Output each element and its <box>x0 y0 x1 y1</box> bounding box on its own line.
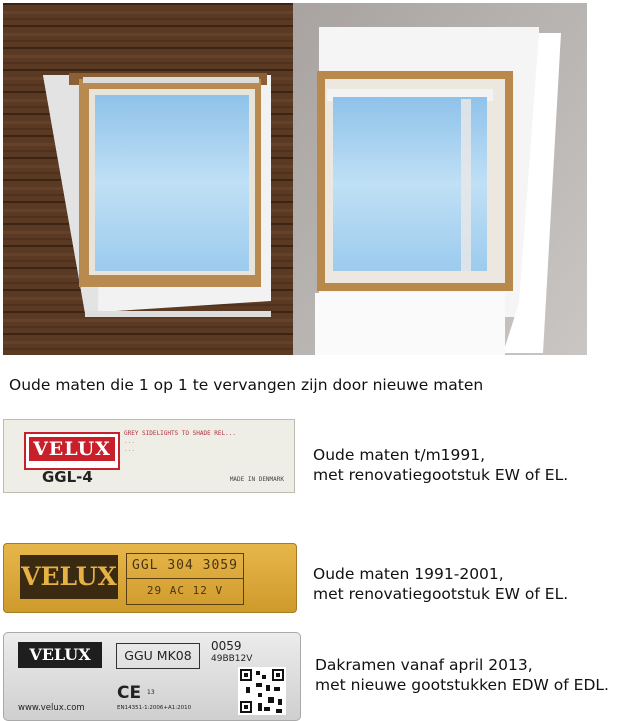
model-code: GGU MK08 <box>116 643 200 669</box>
velux-logo: VELUX <box>18 642 102 668</box>
model-code: GGL-4 <box>42 468 93 486</box>
caption: Oude maten die 1 op 1 te vervangen zijn door nieuwe maten <box>9 376 484 394</box>
description-line: met renovatiegootstuk EW of EL. <box>313 466 569 484</box>
batch-code: 49BB12V <box>211 654 253 664</box>
description-line: Dakramen vanaf april 2013, <box>315 656 533 674</box>
label-ggu-mk08 <box>3 632 301 721</box>
fine-print-line: ... <box>124 446 135 453</box>
hero-photo <box>3 3 587 355</box>
description-line: met renovatiegootstuk EW of EL. <box>313 585 569 603</box>
standard-text: EN14351-1:2006+A1:2010 <box>117 705 192 711</box>
description-ggl304 <box>313 564 568 604</box>
serial-code: 0059 <box>211 639 242 653</box>
description-ggl4 <box>313 445 568 485</box>
roof-windows-illustration <box>3 3 587 355</box>
model-code: GGL 304 3059 <box>127 554 243 579</box>
qr-code <box>238 667 286 715</box>
model-plate <box>126 553 244 605</box>
fine-print-block <box>124 430 288 486</box>
fine-print-line: GREY SIDELIGHTS TO SHADE REL... <box>124 430 236 437</box>
description-line: Oude maten 1991-2001, <box>313 565 504 583</box>
description-ggu-mk08 <box>315 655 609 695</box>
fine-print-line: ... <box>124 438 135 445</box>
description-line: Oude maten t/m1991, <box>313 446 486 464</box>
velux-url: www.velux.com <box>18 703 85 713</box>
velux-logo <box>24 432 120 470</box>
window-glass-left <box>95 95 249 271</box>
fine-print-line: MADE IN DENMARK <box>229 476 284 483</box>
velux-logo: VELUX <box>20 555 118 599</box>
label-ggl4 <box>3 419 295 493</box>
ce-year: 13 <box>147 689 155 696</box>
velux-logo-text: VELUX <box>29 437 115 461</box>
ce-mark: CE <box>117 683 142 703</box>
description-line: met nieuwe gootstukken EDW of EDL. <box>315 676 609 694</box>
production-code: 29 AC 12 V <box>146 584 224 597</box>
label-ggl304 <box>3 543 297 613</box>
